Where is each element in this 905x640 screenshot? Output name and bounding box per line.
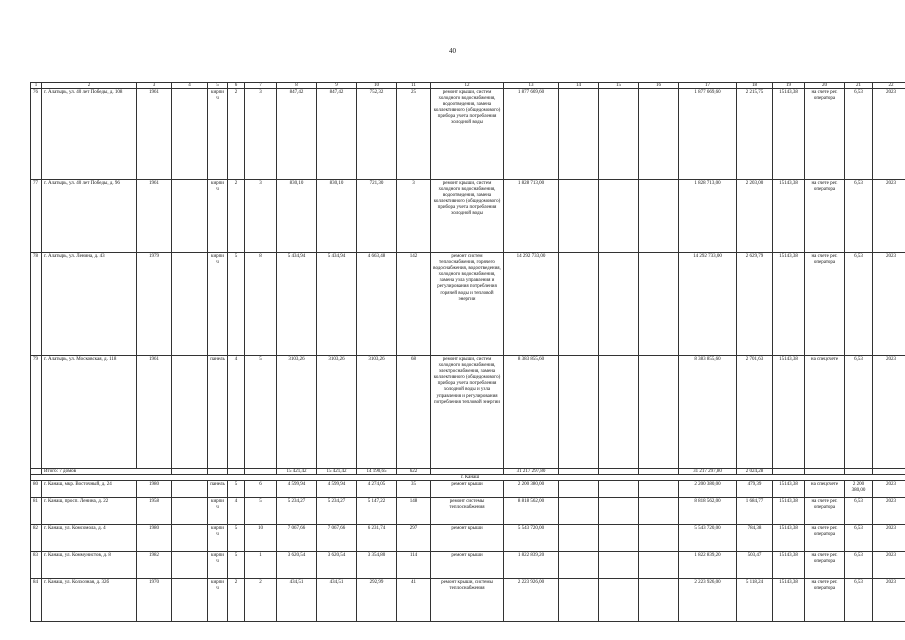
cell-col4 <box>172 253 208 356</box>
cell-fund: на счете рег. оператора <box>805 89 845 180</box>
cell-area_residential: 721,30 <box>357 180 397 253</box>
cell-material: кирпич <box>208 253 228 356</box>
cell-year_end: 2023 <box>873 552 905 579</box>
cell-area_living: 3103,26 <box>317 356 357 469</box>
cell-col21: 6,53 <box>845 89 873 180</box>
cell-num: 83 <box>31 552 42 579</box>
cell-col4 <box>172 356 208 469</box>
cell-per_m2: 2 629,79 <box>737 253 773 356</box>
cell-residents: 68 <box>397 356 431 469</box>
cell-address: г. Алатырь, ул. 40 лет Победы, д. 108 <box>42 89 137 180</box>
column-number: 11 <box>397 83 431 89</box>
cell-total: 5 543 720,00 <box>679 525 737 552</box>
cell-year_end: 2023 <box>873 180 905 253</box>
cell-cost: 8 818 562,00 <box>504 498 559 525</box>
cell-area_residential: 4 663,48 <box>357 253 397 356</box>
cell-area_total: 5 434,94 <box>277 253 317 356</box>
column-number: 19 <box>773 83 805 89</box>
cell-year: 1961 <box>137 89 172 180</box>
cell-col21: 2 200 380,00 <box>845 481 873 498</box>
column-number: 5 <box>208 83 228 89</box>
cell-col14 <box>559 552 599 579</box>
cell-area_residential: 3 354,80 <box>357 552 397 579</box>
cell-num: 78 <box>31 253 42 356</box>
cell-fund: на счете рег. оператора <box>805 579 845 622</box>
cell-year_end: 2023 <box>873 579 905 622</box>
cell-entrances: 1 <box>245 552 277 579</box>
cell-entrances: 10 <box>245 525 277 552</box>
cell-work: ремонт крыши, систем холодного водоснабжения, водоотведения, замена коллективного (общедомового) прибора учета потребления холодной воды <box>431 89 504 180</box>
cell-fund: на счете рег. оператора <box>805 253 845 356</box>
table-row <box>31 356 905 469</box>
cell-col4 <box>172 525 208 552</box>
cell-fund: на счете рег. оператора <box>805 498 845 525</box>
cell-num: 81 <box>31 498 42 525</box>
cell-col14 <box>559 356 599 469</box>
cell-work: ремонт систем теплоснабжения, горячего водоснабжения, водоотведения, холодного водоснабжения, замена узла управления и регулирования потребления горячей воды и тепловой энергии <box>431 253 504 356</box>
cell-entrances: 5 <box>245 356 277 469</box>
cell-col4 <box>172 498 208 525</box>
cell-col21: 6,53 <box>845 552 873 579</box>
cell-per_m2: 1 684,77 <box>737 498 773 525</box>
capital-repair-table <box>30 82 905 622</box>
cell-total: 1 822 839,20 <box>679 552 737 579</box>
cell-num: 80 <box>31 481 42 498</box>
column-number: 14 <box>559 83 599 89</box>
cell-material: кирпич <box>208 180 228 253</box>
cell-area_living: 3 620,54 <box>317 552 357 579</box>
cell-floors: 5 <box>228 525 245 552</box>
cell-area_living: 847,42 <box>317 89 357 180</box>
column-number: 9 <box>317 83 357 89</box>
cell-fund: на спецсчете <box>805 481 845 498</box>
cell-area_total: 3 620,54 <box>277 552 317 579</box>
cell-col21: 6,53 <box>845 356 873 469</box>
cell-col15 <box>599 89 639 180</box>
cell-area_total: 847,42 <box>277 89 317 180</box>
cell-floors: 2 <box>228 579 245 622</box>
subtotal-per_m2: 2 024,28 <box>737 469 773 475</box>
cell-col21: 6,53 <box>845 579 873 622</box>
cell-area_living: 7 067,66 <box>317 525 357 552</box>
cell-col16 <box>639 481 679 498</box>
cell-fund: на счете рег. оператора <box>805 180 845 253</box>
cell-limit: 15143,38 <box>773 481 805 498</box>
cell-area_residential: 292,99 <box>357 579 397 622</box>
cell-fund: на счете рег. оператора <box>805 552 845 579</box>
cell-floors: 5 <box>228 253 245 356</box>
cell-entrances: 3 <box>245 89 277 180</box>
cell-address: г. Канаш, мкр. Восточный, д. 24 <box>42 481 137 498</box>
cell-total: 2 200 380,00 <box>679 481 737 498</box>
cell-total: 14 292 733,00 <box>679 253 737 356</box>
table-row <box>31 579 905 622</box>
subtotal-residents: 622 <box>397 469 431 475</box>
cell-area_living: 4 599,94 <box>317 481 357 498</box>
cell-address: г. Алатырь, ул. Ленина, д. 43 <box>42 253 137 356</box>
cell-cost: 2 200 380,00 <box>504 481 559 498</box>
cell-cost: 8 383 855,60 <box>504 356 559 469</box>
cell-address: г. Канаш, ул. Комсомола, д. 4 <box>42 525 137 552</box>
cell-per_m2: 784,38 <box>737 525 773 552</box>
cell-address: г. Канаш, просп. Ленина, д. 22 <box>42 498 137 525</box>
cell-fund: на счете рег. оператора <box>805 525 845 552</box>
cell-col15 <box>599 481 639 498</box>
cell-address: г. Канаш, ул. Коммунистов, д. 8 <box>42 552 137 579</box>
cell-residents: 25 <box>397 89 431 180</box>
cell-col14 <box>559 89 599 180</box>
cell-year: 1970 <box>137 579 172 622</box>
cell-area_total: 434,51 <box>277 579 317 622</box>
cell-material: кирпич <box>208 579 228 622</box>
cell-per_m2: 2 203,00 <box>737 180 773 253</box>
cell-entrances: 2 <box>245 579 277 622</box>
cell-col16 <box>639 89 679 180</box>
column-number: 17 <box>679 83 737 89</box>
cell-num: 79 <box>31 356 42 469</box>
cell-col21: 6,53 <box>845 525 873 552</box>
cell-per_m2: 2 701,63 <box>737 356 773 469</box>
cell-floors: 2 <box>228 89 245 180</box>
column-number: 20 <box>805 83 845 89</box>
column-number: 22 <box>873 83 905 89</box>
cell-residents: 35 <box>397 481 431 498</box>
column-number: 21 <box>845 83 873 89</box>
cell-per_m2: 2 215,75 <box>737 89 773 180</box>
cell-year_end: 2023 <box>873 481 905 498</box>
cell-area_living: 5 434,94 <box>317 253 357 356</box>
cell-area_residential: 4 274,05 <box>357 481 397 498</box>
cell-total: 8 383 855,60 <box>679 356 737 469</box>
cell-material: кирпич <box>208 498 228 525</box>
cell-work: ремонт крыши <box>431 481 504 498</box>
cell-col14 <box>559 498 599 525</box>
cell-work: ремонт крыши <box>431 552 504 579</box>
cell-col4 <box>172 552 208 579</box>
cell-col16 <box>639 253 679 356</box>
subtotal-label: Итого: 7 домов <box>42 469 172 475</box>
cell-cost: 1 822 839,20 <box>504 552 559 579</box>
cell-col15 <box>599 525 639 552</box>
subtotal-total: 31 217 297,80 <box>679 469 737 475</box>
cell-col4 <box>172 180 208 253</box>
subtotal-area_residential: 14 190,65 <box>357 469 397 475</box>
cell-total: 8 818 562,00 <box>679 498 737 525</box>
section-title: г. Канаш <box>31 475 905 481</box>
column-number: 12 <box>431 83 504 89</box>
cell-limit: 15143,38 <box>773 356 805 469</box>
column-number: 18 <box>737 83 773 89</box>
cell-col21: 6,53 <box>845 180 873 253</box>
cell-col21: 6,53 <box>845 498 873 525</box>
cell-col4 <box>172 579 208 622</box>
cell-material: кирпич <box>208 525 228 552</box>
cell-cost: 5 543 720,00 <box>504 525 559 552</box>
cell-area_living: 434,51 <box>317 579 357 622</box>
cell-residents: 3 <box>397 180 431 253</box>
cell-num: 77 <box>31 180 42 253</box>
cell-fund: на спецсчете <box>805 356 845 469</box>
cell-year_end: 2023 <box>873 253 905 356</box>
cell-year: 1982 <box>137 552 172 579</box>
cell-area_living: 830,10 <box>317 180 357 253</box>
cell-col15 <box>599 253 639 356</box>
table-row <box>31 180 905 253</box>
cell-col15 <box>599 180 639 253</box>
cell-area_residential: 6 231,74 <box>357 525 397 552</box>
cell-area_residential: 752,32 <box>357 89 397 180</box>
cell-col15 <box>599 356 639 469</box>
cell-col15 <box>599 552 639 579</box>
column-number: 13 <box>504 83 559 89</box>
cell-residents: 297 <box>397 525 431 552</box>
cell-work: ремонт крыши, систем холодного водоснабжения, водоотведения, замена коллективного (общедомового) прибора учета потребления холодной воды <box>431 180 504 253</box>
cell-col14 <box>559 253 599 356</box>
cell-area_residential: 3103,26 <box>357 356 397 469</box>
column-number: 8 <box>277 83 317 89</box>
table-row <box>31 498 905 525</box>
cell-year: 1961 <box>137 180 172 253</box>
cell-cost: 1 828 713,00 <box>504 180 559 253</box>
cell-address: г. Алатырь, ул. Московская, д. 118 <box>42 356 137 469</box>
cell-residents: 114 <box>397 552 431 579</box>
cell-num: 84 <box>31 579 42 622</box>
column-number: 3 <box>137 83 172 89</box>
table-row <box>31 552 905 579</box>
cell-floors: 2 <box>228 180 245 253</box>
page-number: 40 <box>449 47 456 55</box>
cell-col16 <box>639 180 679 253</box>
cell-work: ремонт крыши <box>431 525 504 552</box>
cell-work: ремонт крыши, систем холодного водоснабжения, электроснабжения, замена коллективного (общедомового) прибора учета потребления холодной воды и узла управления и регулирования потребления тепловой энергии <box>431 356 504 469</box>
cell-total: 2 223 926,00 <box>679 579 737 622</box>
cell-limit: 15143,38 <box>773 579 805 622</box>
cell-residents: 148 <box>397 498 431 525</box>
table-row <box>31 253 905 356</box>
cell-address: г. Канаш, ул. Колхозная, д. 32б <box>42 579 137 622</box>
cell-area_total: 3103,26 <box>277 356 317 469</box>
column-number: 7 <box>245 83 277 89</box>
cell-num: 82 <box>31 525 42 552</box>
cell-limit: 15143,38 <box>773 253 805 356</box>
cell-year_end: 2023 <box>873 356 905 469</box>
column-number: 16 <box>639 83 679 89</box>
cell-col14 <box>559 525 599 552</box>
cell-year: 1979 <box>137 253 172 356</box>
cell-col4 <box>172 481 208 498</box>
cell-address: г. Алатырь, ул. 40 лет Победы, д. 96 <box>42 180 137 253</box>
cell-year: 1958 <box>137 498 172 525</box>
cell-col15 <box>599 579 639 622</box>
cell-year_end: 2023 <box>873 89 905 180</box>
cell-limit: 15143,38 <box>773 552 805 579</box>
table-row <box>31 481 905 498</box>
cell-area_living: 5 234,27 <box>317 498 357 525</box>
column-number: 10 <box>357 83 397 89</box>
cell-entrances: 3 <box>245 180 277 253</box>
cell-col16 <box>639 552 679 579</box>
cell-per_m2: 479,39 <box>737 481 773 498</box>
cell-limit: 15143,38 <box>773 89 805 180</box>
table-row <box>31 525 905 552</box>
cell-work: ремонт крыши, системы теплоснабжения <box>431 579 504 622</box>
subtotal-area_living: 15 421,42 <box>317 469 357 475</box>
cell-area_total: 830,10 <box>277 180 317 253</box>
cell-work: ремонт системы теплоснабжения <box>431 498 504 525</box>
cell-num: 76 <box>31 89 42 180</box>
cell-total: 1 828 713,00 <box>679 180 737 253</box>
cell-area_total: 7 067,66 <box>277 525 317 552</box>
cell-per_m2: 5 118,24 <box>737 579 773 622</box>
cell-col21: 6,53 <box>845 253 873 356</box>
cell-entrances: 6 <box>245 481 277 498</box>
column-number: 4 <box>172 83 208 89</box>
cell-col16 <box>639 356 679 469</box>
cell-limit: 15143,38 <box>773 525 805 552</box>
cell-material: кирпич <box>208 89 228 180</box>
cell-floors: 4 <box>228 356 245 469</box>
cell-col16 <box>639 525 679 552</box>
cell-floors: 5 <box>228 481 245 498</box>
cell-col4 <box>172 89 208 180</box>
cell-area_residential: 5 147,22 <box>357 498 397 525</box>
cell-limit: 15143,38 <box>773 180 805 253</box>
cell-cost: 2 223 926,00 <box>504 579 559 622</box>
cell-limit: 15143,38 <box>773 498 805 525</box>
cell-year: 1980 <box>137 481 172 498</box>
cell-material: панель <box>208 481 228 498</box>
cell-floors: 4 <box>228 498 245 525</box>
subtotal-cost: 31 217 297,80 <box>504 469 559 475</box>
cell-area_total: 4 599,94 <box>277 481 317 498</box>
subtotal-area_total: 15 421,42 <box>277 469 317 475</box>
cell-col15 <box>599 498 639 525</box>
cell-year: 1961 <box>137 356 172 469</box>
cell-entrances: 5 <box>245 498 277 525</box>
cell-year_end: 2023 <box>873 498 905 525</box>
cell-material: кирпич <box>208 552 228 579</box>
cell-cost: 14 292 733,00 <box>504 253 559 356</box>
cell-cost: 1 877 669,60 <box>504 89 559 180</box>
cell-col14 <box>559 180 599 253</box>
cell-entrances: 8 <box>245 253 277 356</box>
table-row <box>31 89 905 180</box>
cell-year_end: 2023 <box>873 525 905 552</box>
column-number: 2 <box>42 83 137 89</box>
cell-col14 <box>559 481 599 498</box>
cell-col14 <box>559 579 599 622</box>
cell-residents: 142 <box>397 253 431 356</box>
cell-total: 1 877 669,60 <box>679 89 737 180</box>
cell-floors: 5 <box>228 552 245 579</box>
column-number: 6 <box>228 83 245 89</box>
cell-col16 <box>639 498 679 525</box>
cell-col16 <box>639 579 679 622</box>
cell-material: панель <box>208 356 228 469</box>
column-number: 1 <box>31 83 42 89</box>
cell-residents: 41 <box>397 579 431 622</box>
cell-year: 1980 <box>137 525 172 552</box>
column-number: 15 <box>599 83 639 89</box>
cell-per_m2: 503,47 <box>737 552 773 579</box>
cell-area_total: 5 234,27 <box>277 498 317 525</box>
